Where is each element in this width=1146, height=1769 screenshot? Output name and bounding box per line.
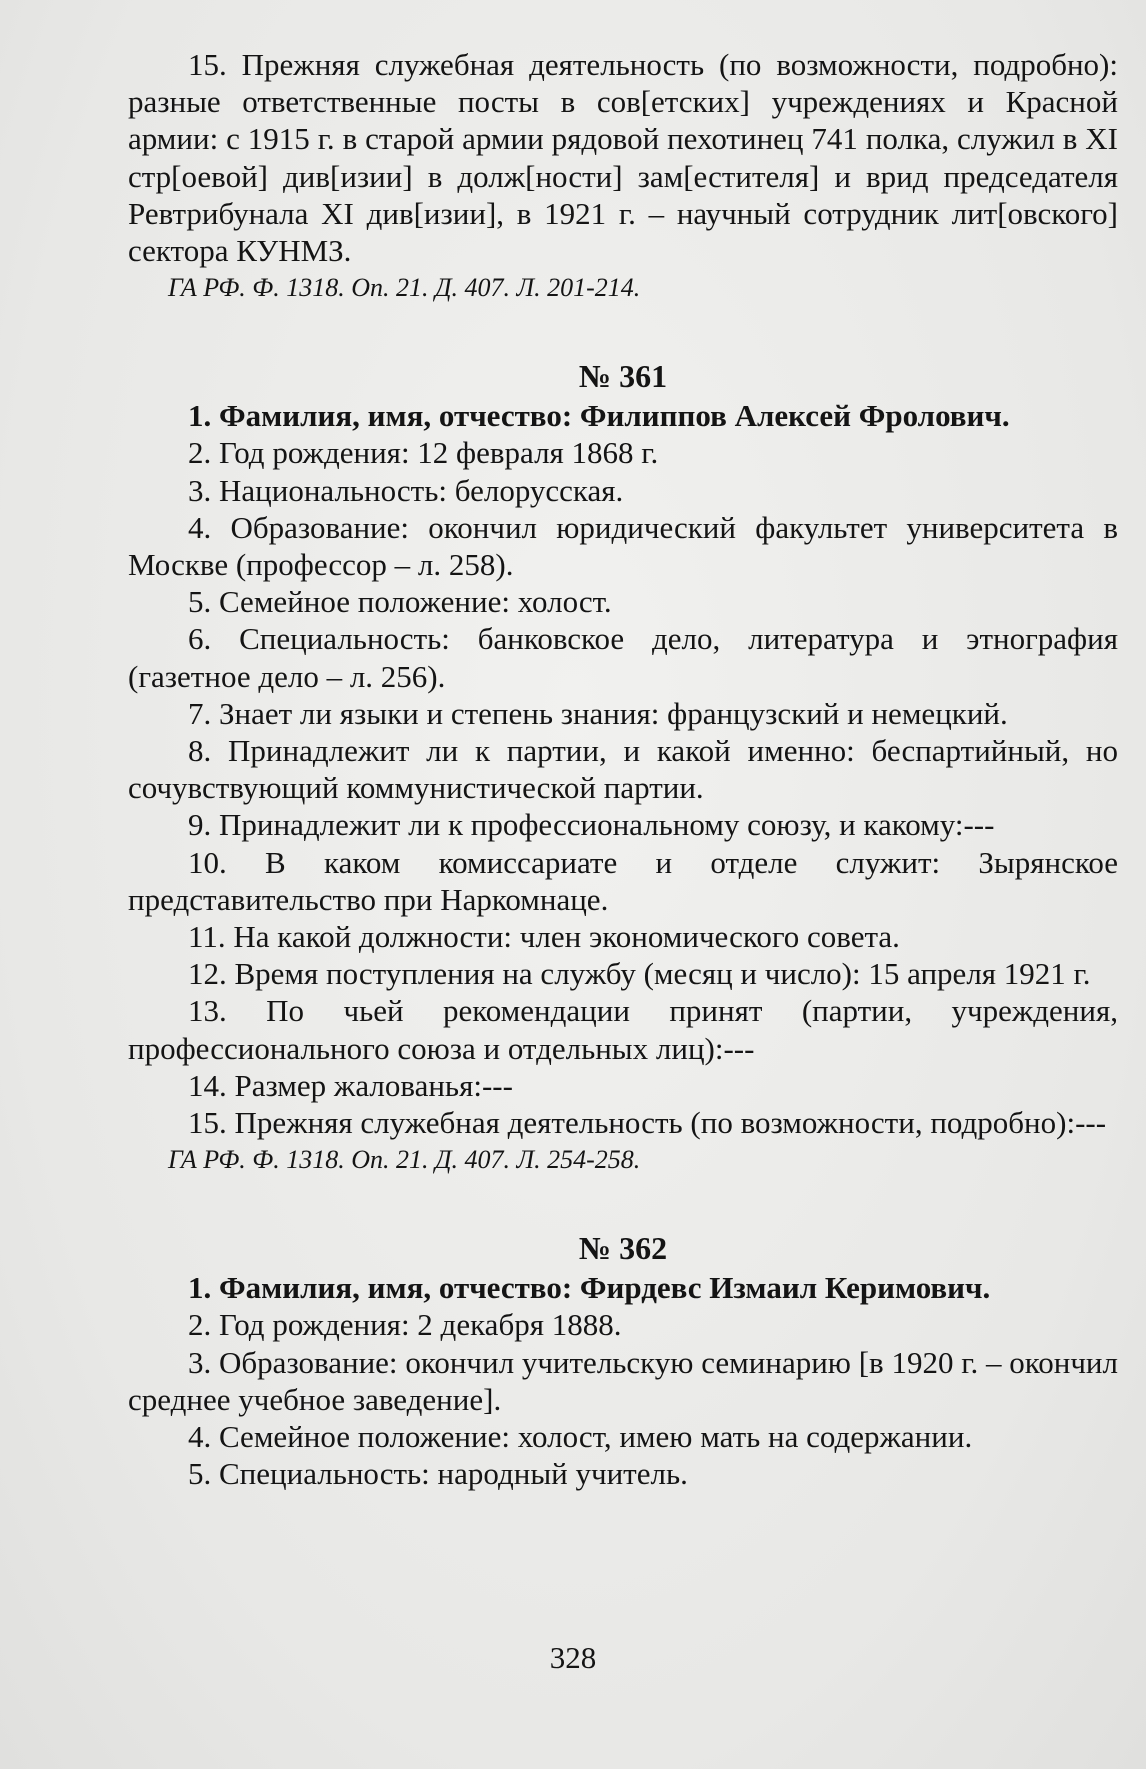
entry362-item-2: 2. Год рождения: 2 декабря 1888. (188, 1307, 622, 1343)
entry362-item-5: 5. Специальность: народный учитель. (188, 1456, 688, 1492)
entry361-item-6: 6. Специальность: банковское дело, литература и этнография (газетное дело – л. 256). (128, 621, 1118, 694)
entry361-item-8: 8. Принадлежит ли к партии, и какой именно: беспартийный, но сочувствующий коммунистической партии. (128, 733, 1118, 806)
archive-source: ГА РФ. Ф. 1318. Оп. 21. Д. 407. Л. 201-214. (168, 273, 641, 303)
entry361-item-13: 13. По чьей рекомендации принят (партии, учреждения, профессионального союза и отдельных лиц):--- (128, 993, 1118, 1066)
entry362-item-3: 3. Образование: окончил учительскую семинарию [в 1920 г. – окончил среднее учебное заведение]. (128, 1344, 1118, 1417)
entry361-item-9: 9. Принадлежит ли к профессиональному союзу, и какому:--- (188, 807, 995, 843)
entry361-item-4: 4. Образование: окончил юридический факультет университета в Москве (профессор – л. 258). (128, 509, 1118, 583)
entry361-item-11: 11. На какой должности: член экономического совета. (188, 919, 900, 955)
entry362-item-1: 1. Фамилия, имя, отчество: Фирдевс Измаил Керимович. (188, 1270, 991, 1306)
entry361-item-10: 10. В каком комиссариате и отделе служит: Зырянское представительство при Наркомнаце. (128, 844, 1118, 917)
entry361-item-14: 14. Размер жалованья:--- (188, 1067, 513, 1103)
entry361-item-1: 1. Фамилия, имя, отчество: Филиппов Алексей Фролович. (188, 398, 1010, 434)
entry-number-362: № 362 (578, 1230, 668, 1267)
entry361-item-7: 7. Знает ли языки и степень знания: французский и немецкий. (188, 695, 1008, 731)
entry362-item-4: 4. Семейное положение: холост, имею мать на содержании. (188, 1419, 973, 1455)
entry-number-361: № 361 (578, 358, 668, 395)
entry361-item-3: 3. Национальность: белорусская. (188, 472, 624, 508)
prev-item-15: 15. Прежняя служебная деятельность (по возможности, подробно): разные ответственные посты в сов[етских] учреждениях и Красной армии: с 1915 г. в старой армии рядовой пехотинец 741 полка, служил в XI стр[оевой] див[изии] в долж[ности] зам[естителя] и врид председателя Ревтрибунала XI див[изии], в 1921 г. – научный сотрудник лит[овского] сектора КУНМЗ. (128, 47, 1118, 269)
page-number: 328 (549, 1640, 597, 1675)
entry361-item-12: 12. Время поступления на службу (месяц и число): 15 апреля 1921 г. (188, 956, 1091, 992)
archive-source: ГА РФ. Ф. 1318. Оп. 21. Д. 407. Л. 254-258. (168, 1145, 641, 1175)
entry361-item-5: 5. Семейное положение: холост. (188, 584, 612, 620)
page-text (128, 46, 1118, 1493)
entry361-item-2: 2. Год рождения: 12 февраля 1868 г. (188, 435, 659, 471)
entry361-item-15: 15. Прежняя служебная деятельность (по возможности, подробно):--- (188, 1105, 1107, 1141)
